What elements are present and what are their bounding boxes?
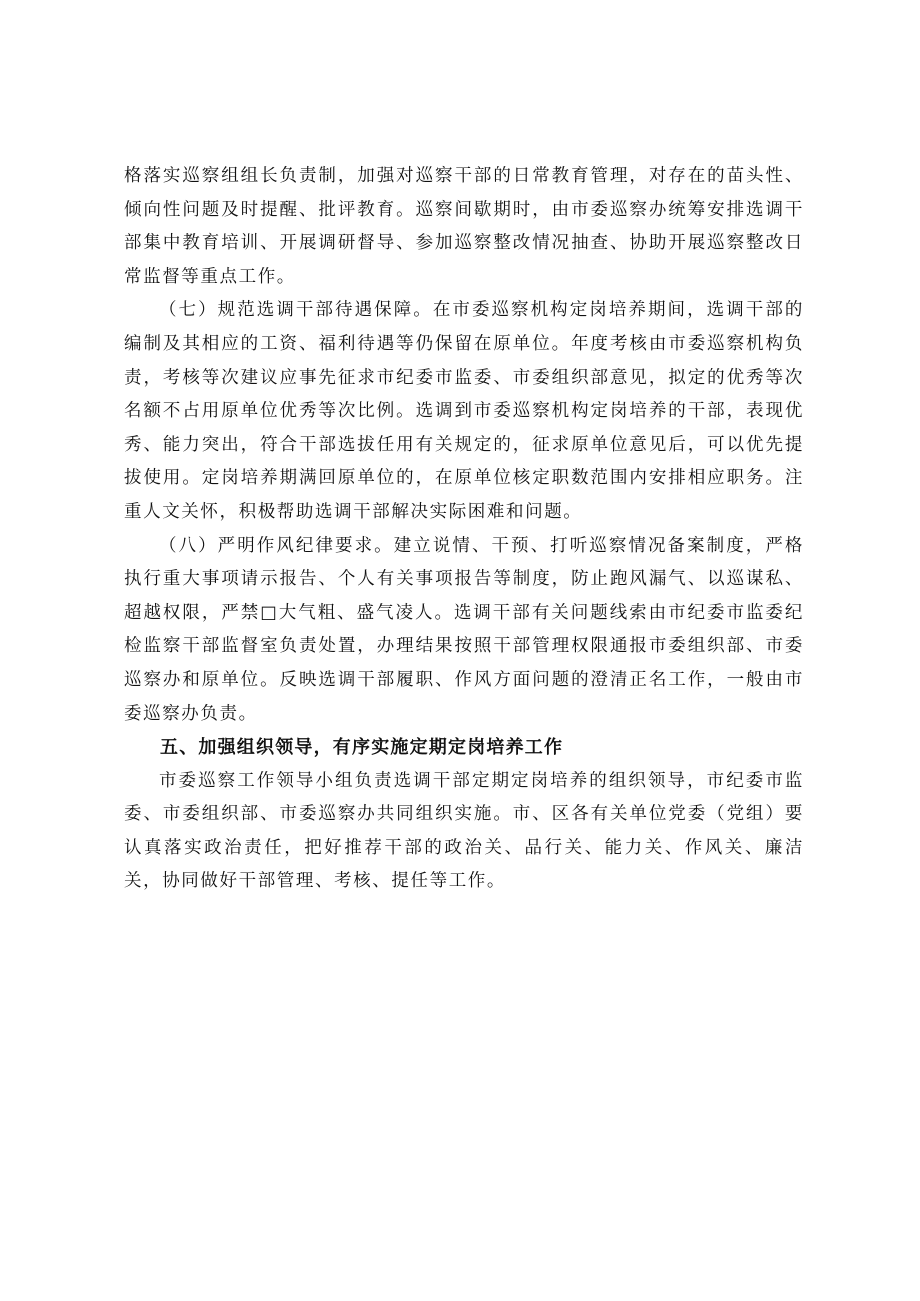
document-page	[124, 160, 804, 899]
item-8-paragraph: （八）严明作风纪律要求。建立说情、干预、打听巡察情况备案制度，严格执行重大事项请示报告、个人有关事项报告等制度，防止跑风漏气、以巡谋私、超越权限，严禁□大气粗、盛气凌人。选调干部有关问题线索由市纪委市监委纪检监察干部监督室负责处置，办理结果按照干部管理权限通报市委组织部、市委巡察办和原单位。反映选调干部履职、作风方面问题的澄清正名工作，一般由市委巡察办负责。	[124, 535, 804, 724]
section-5-paragraph: 市委巡察工作领导小组负责选调干部定期定岗培养的组织领导，市纪委市监委、市委组织部、市委巡察办共同组织实施。市、区各有关单位党委（党组）要认真落实政治责任，把好推荐干部的政治关、品行关、能力关、作风关、廉洁关，协同做好干部管理、考核、提任等工作。	[124, 770, 804, 892]
section-5-heading: 五、加强组织领导，有序实施定期定岗培养工作	[160, 737, 564, 759]
continuation-paragraph: 格落实巡察组组长负责制，加强对巡察干部的日常教育管理，对存在的苗头性、倾向性问题及时提醒、批评教育。巡察间歇期时，由市委巡察办统筹安排选调干部集中教育培训、开展调研督导、参加巡察整改情况抽查、协助开展巡察整改日常监督等重点工作。	[124, 166, 804, 287]
item-7-paragraph: （七）规范选调干部待遇保障。在市委巡察机构定岗培养期间，选调干部的编制及其相应的工资、福利待遇等仍保留在原单位。年度考核由市委巡察机构负责，考核等次建议应事先征求市纪委市监委、市委组织部意见，拟定的优秀等次名额不占用原单位优秀等次比例。选调到市委巡察机构定岗培养的干部，表现优秀、能力突出，符合干部选拔任用有关规定的，征求原单位意见后，可以优先提拔使用。定岗培养期满回原单位的，在原单位核定职数范围内安排相应职务。注重人文关怀，积极帮助选调干部解决实际困难和问题。	[124, 300, 804, 522]
